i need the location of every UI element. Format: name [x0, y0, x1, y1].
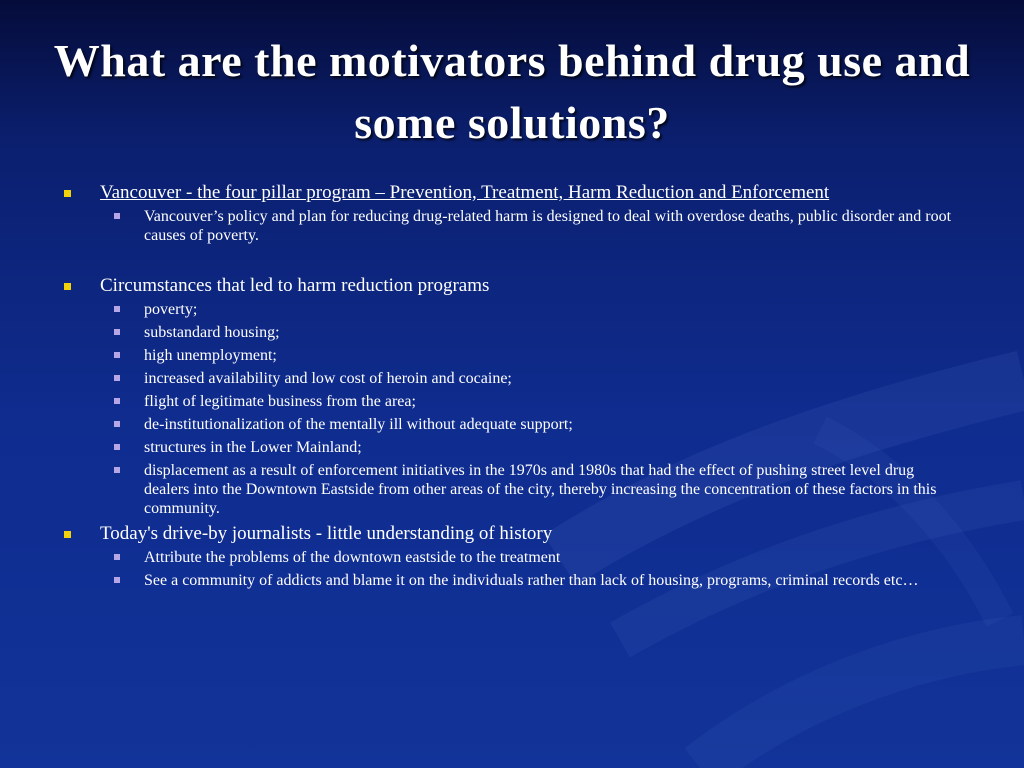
square-bullet-icon [114, 352, 120, 358]
sub-bullet-text: structures in the Lower Mainland; [144, 439, 362, 456]
slide-body [62, 181, 962, 590]
square-bullet-icon [114, 444, 120, 450]
sub-bullet-text: substandard housing; [144, 324, 280, 341]
square-bullet-icon [114, 421, 120, 427]
sub-bullet-text: high unemployment; [144, 347, 277, 364]
square-bullet-icon [64, 190, 71, 197]
slide-title: What are the motivators behind drug use and some solutions? [53, 35, 971, 148]
square-bullet-icon [114, 306, 120, 312]
sub-bullet-text: poverty; [144, 301, 198, 318]
sub-bullet-text: displacement as a result of enforcement initiatives in the 1970s and 1980s that had the effect of pushing street level drug dealers into the Downtown Eastside from other areas of the city, thereby increasing the concentration of these factors in this community. [144, 462, 937, 517]
sub-bullet-text: See a community of addicts and blame it on the individuals rather than lack of housing, programs, criminal records etc… [144, 572, 919, 589]
bullet-text: Today's drive-by journalists - little understanding of history [100, 523, 553, 544]
square-bullet-icon [114, 577, 120, 583]
list-item [62, 369, 962, 388]
bullet-four-pillar-program [62, 181, 962, 205]
list-item [62, 548, 962, 567]
square-bullet-icon [114, 467, 120, 473]
sub-bullet-text: flight of legitimate business from the area; [144, 393, 416, 410]
list-item [62, 461, 962, 518]
square-bullet-icon [64, 531, 71, 538]
square-bullet-icon [114, 375, 120, 381]
square-bullet-icon [114, 329, 120, 335]
sub-bullet-text: de-institutionalization of the mentally ill without adequate support; [144, 416, 573, 433]
square-bullet-icon [114, 213, 120, 219]
square-bullet-icon [114, 554, 120, 560]
sub-bullet-policy-plan [62, 207, 962, 245]
list-item [62, 346, 962, 365]
list-item [62, 571, 962, 590]
sub-bullet-text: Attribute the problems of the downtown eastside to the treatment [144, 549, 561, 566]
bullet-drive-by-journalists [62, 522, 962, 546]
bullet-text: Circumstances that led to harm reduction programs [100, 275, 490, 296]
sub-bullet-text: Vancouver’s policy and plan for reducing drug-related harm is designed to deal with overdose deaths, public disorder and root causes of poverty. [144, 208, 952, 244]
list-item [62, 392, 962, 411]
list-item [62, 438, 962, 457]
square-bullet-icon [64, 283, 71, 290]
square-bullet-icon [114, 398, 120, 404]
bullet-text: Vancouver - the four pillar program – Prevention, Treatment, Harm Reduction and Enforcement [100, 182, 830, 203]
list-item [62, 323, 962, 342]
sub-bullet-text: increased availability and low cost of heroin and cocaine; [144, 370, 512, 387]
bullet-circumstances [62, 274, 962, 298]
list-item [62, 415, 962, 434]
list-item [62, 300, 962, 319]
